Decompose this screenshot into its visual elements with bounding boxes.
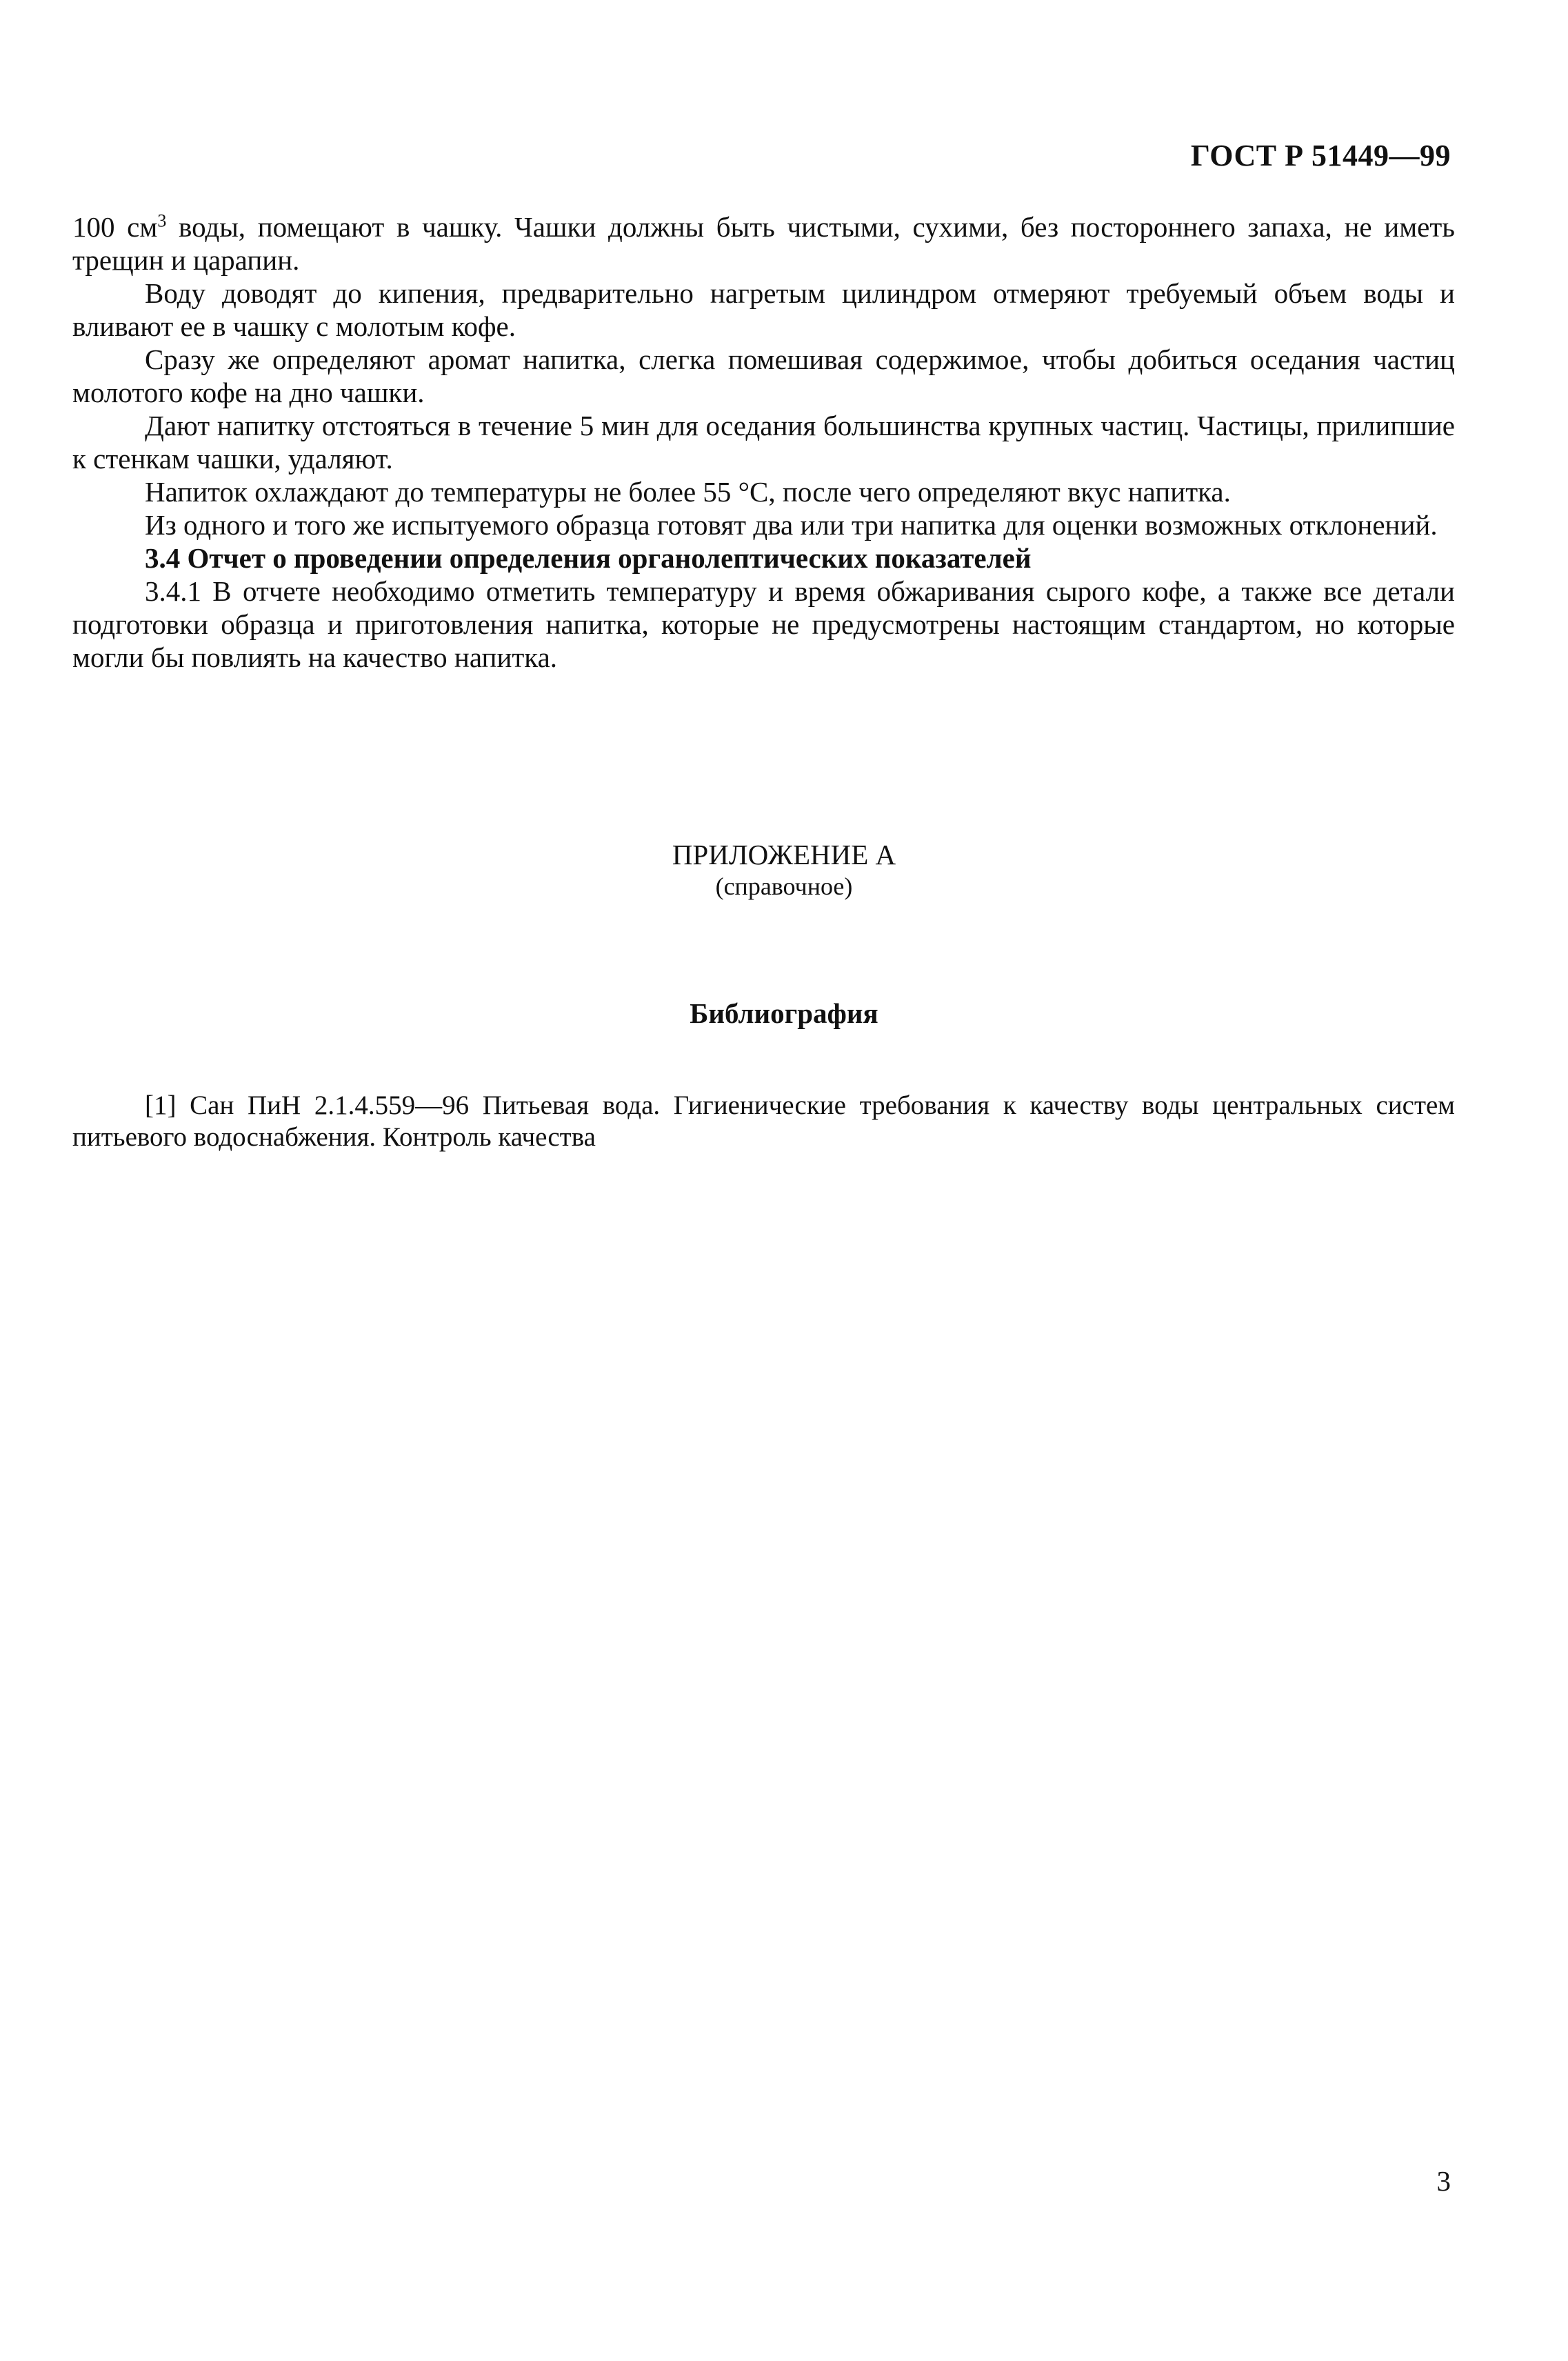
bibliography-entry: [1] Сан ПиН 2.1.4.559—96 Питьевая вода. Гигиенические требования к качеству воды центральных систем питьевого водоснабжения. Контроль качества: [72, 1090, 1455, 1152]
section-heading-3-4: 3.4 Отчет о проведении определения органолептических показателей: [145, 542, 1032, 574]
paragraph-1-rest: воды, помещают в чашку. Чашки должны быть чистыми, сухими, без постороннего запаха, не иметь трещин и царапин.: [72, 211, 1455, 276]
standard-code-header: ГОСТ Р 51449—99: [1190, 139, 1451, 172]
page-number: 3: [1436, 2165, 1451, 2197]
paragraph-1: [72, 210, 1455, 277]
paragraph-2: Воду доводят до кипения, предварительно нагретым цилиндром отмеряют требуемый объем воды и вливают ее в чашку с молотым кофе.: [72, 277, 1455, 342]
superscript-3: 3: [157, 210, 167, 231]
appendix-subtitle: (справочное): [715, 873, 853, 900]
appendix-title: ПРИЛОЖЕНИЕ А: [672, 839, 896, 870]
body-text: [72, 210, 1455, 674]
appendix-heading: [0, 838, 1568, 901]
paragraph-3-4-1: 3.4.1 В отчете необходимо отметить температуру и время обжаривания сырого кофе, а также все детали подготовки образца и приготовления напитка, которые не предусмотрены настоящим стандартом, но которые могли бы повлиять на качество напитка.: [72, 575, 1455, 673]
bibliography-title: Библиография: [690, 997, 878, 1029]
paragraph-4: Дают напитку отстояться в течение 5 мин для оседания большинства крупных частиц. Частицы, прилипшие к стенкам чашки, удаляют.: [72, 410, 1455, 475]
paragraph-1-prefix: 100 см: [72, 211, 158, 243]
paragraph-6: Из одного и того же испытуемого образца готовят два или три напитка для оценки возможных отклонений.: [145, 509, 1438, 541]
paragraph-3: Сразу же определяют аромат напитка, слегка помешивая содержимое, чтобы добиться оседания частиц молотого кофе на дно чашки.: [72, 343, 1455, 408]
paragraph-5: Напиток охлаждают до температуры не более 55 °С, после чего определяют вкус напитка.: [145, 476, 1231, 508]
